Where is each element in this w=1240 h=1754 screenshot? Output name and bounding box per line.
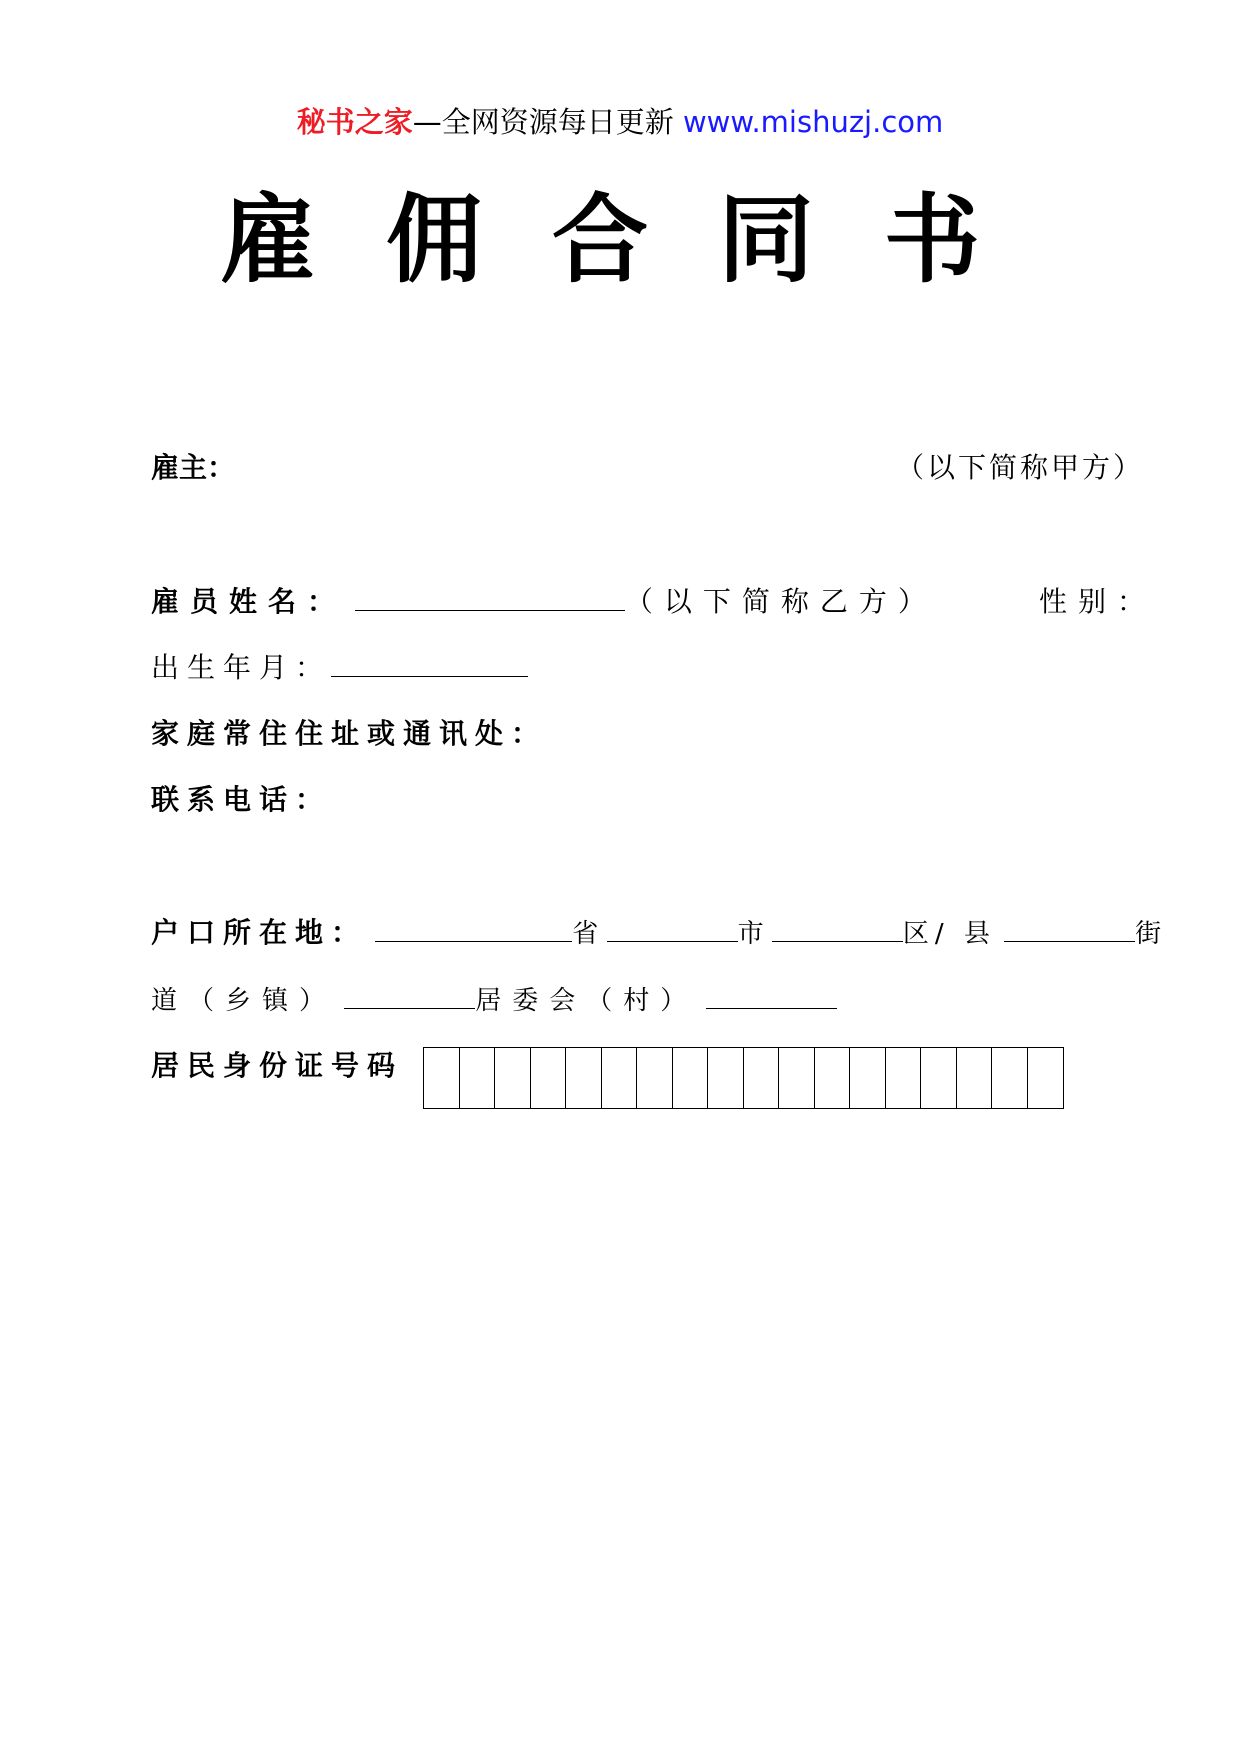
province-label: 省 (572, 919, 599, 949)
employer-label: 雇主： (151, 451, 236, 484)
employee-name-row (151, 584, 937, 620)
household-row (151, 915, 1161, 952)
id-digit-box[interactable] (850, 1048, 886, 1108)
birth-row (151, 650, 528, 686)
site-header (0, 102, 1240, 142)
employee-name-label: 雇员姓名： (151, 585, 347, 618)
site-url[interactable]: www.mishuzj.com (682, 105, 944, 139)
id-digit-box[interactable] (779, 1048, 815, 1108)
id-digit-box[interactable] (957, 1048, 993, 1108)
committee-label: 居委会（村） (475, 986, 698, 1016)
district-label: 区/ 县 (902, 919, 996, 949)
birth-blank[interactable] (331, 650, 528, 677)
id-digit-box[interactable] (566, 1048, 602, 1108)
birth-label: 出生年月： (151, 651, 332, 684)
street-cont-label: 道（乡镇） (151, 986, 337, 1016)
city-label: 市 (737, 919, 764, 949)
township-blank[interactable] (344, 982, 475, 1009)
city-blank[interactable] (607, 915, 738, 942)
district-blank[interactable] (772, 915, 903, 942)
brand-name: 秘书之家 (296, 105, 413, 139)
id-digit-box[interactable] (602, 1048, 638, 1108)
address-label: 家庭常住住址或通讯处： (151, 717, 548, 750)
province-blank[interactable] (375, 915, 572, 942)
id-digit-box[interactable] (531, 1048, 567, 1108)
street-blank[interactable] (1004, 915, 1135, 942)
committee-blank[interactable] (706, 982, 837, 1009)
id-digit-box[interactable] (992, 1048, 1028, 1108)
id-digit-box[interactable] (886, 1048, 922, 1108)
id-digit-box[interactable] (673, 1048, 709, 1108)
id-digit-box[interactable] (708, 1048, 744, 1108)
gender-label: 性别： (1038, 585, 1156, 618)
document-title: 雇佣合同书 (220, 184, 1050, 296)
id-digit-box[interactable] (424, 1048, 460, 1108)
tagline: —全网资源每日更新 (412, 105, 674, 139)
id-card-label: 居民身份证号码 (151, 1049, 404, 1082)
id-card-grid (423, 1047, 1064, 1109)
id-digit-box[interactable] (744, 1048, 780, 1108)
id-digit-box[interactable] (921, 1048, 957, 1108)
id-digit-box[interactable] (1028, 1048, 1064, 1108)
phone-label: 联系电话： (151, 783, 332, 816)
street-label: 街 (1135, 919, 1162, 949)
household-label: 户口所在地： (151, 916, 368, 949)
household-row-2 (151, 982, 837, 1019)
id-digit-box[interactable] (815, 1048, 851, 1108)
id-digit-box[interactable] (495, 1048, 531, 1108)
employee-name-blank[interactable] (355, 584, 625, 611)
id-digit-box[interactable] (460, 1048, 496, 1108)
employee-name-note: （以下简称乙方） (624, 585, 937, 618)
employer-note: （以下简称甲方） (895, 451, 1144, 484)
id-digit-box[interactable] (637, 1048, 673, 1108)
